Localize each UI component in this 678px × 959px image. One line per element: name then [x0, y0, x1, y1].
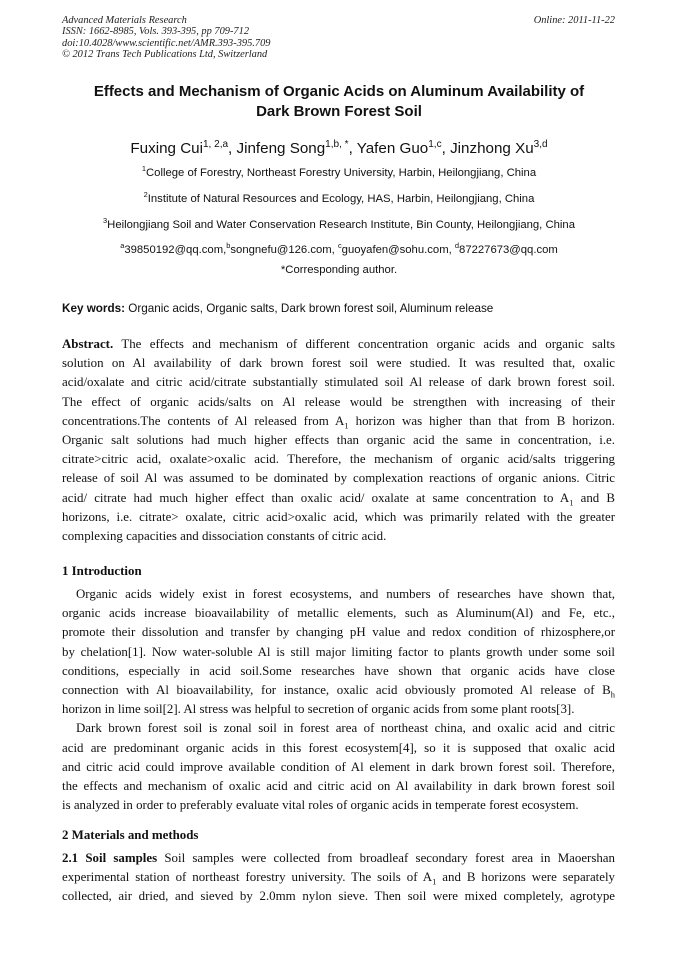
- author-name: Fuxing Cui: [130, 140, 203, 157]
- email-link[interactable]: 87227673@qq.com: [459, 244, 558, 256]
- paragraph-line: promote their dissolution and transfer by changing pH value and redox condition of rhizosphere,or: [62, 625, 615, 640]
- subsection-heading-soil-samples: 2.1 Soil samples: [62, 851, 158, 865]
- affiliation-text: College of Forestry, Northeast Forestry University, Harbin, Heilongjiang, China: [146, 167, 537, 179]
- author-sup: 1,b, *: [325, 138, 349, 150]
- affiliation-sup: 1: [141, 164, 147, 174]
- paragraph-line: by chelation[1]. Now water-soluble Al is still major limiting factor to plants growth under some soil: [62, 644, 615, 659]
- abstract-line: acid/ citrate had much higher effect than oxalic acid/ oxalate at same concentration to $A_1$ and B: [62, 490, 615, 508]
- issn-line: ISSN: 1662-8985, Vols. 393-395, pp 709-712: [62, 26, 250, 38]
- subscript: h: [610, 689, 615, 700]
- affiliation-1: [0, 166, 678, 180]
- abstract-line: horizons, i.e. citrate> oxalate, citric acid>oxalic acid, which was primarily related with the greater: [62, 509, 615, 524]
- abstract-line: solution on Al availability of dark brown forest soil were studied. It was resulted that, oxalic: [62, 356, 615, 371]
- abstract-line: [62, 335, 615, 354]
- author-name: Jinfeng Song: [236, 140, 326, 157]
- affiliation-2: [0, 192, 678, 206]
- subscript: 1: [432, 876, 437, 887]
- paragraph-line: is analyzed in order to preferably evaluate vital roles of organic acids in temperate forest ecosystem.: [62, 798, 579, 813]
- email-sup: c: [337, 241, 342, 251]
- paragraph-line: horizon in lime soil[2]. Al stress was helpful to secretion of organic acids from some plant roots[3].: [62, 702, 575, 717]
- email-sup: a: [120, 241, 125, 251]
- paragraph-text: Soil samples were collected from broadleaf secondary forest area in Maoershan: [157, 851, 615, 865]
- abstract-line: release of soil Al was assumed to be dominated by complexation reactions of organic anions. Citric: [62, 471, 615, 486]
- email-line: [0, 243, 678, 257]
- paragraph-line: connection with Al bioavailability, for instance, oxalic acid obviously promoted Al release of $B_h$: [62, 682, 615, 700]
- journal-name: Advanced Materials Research: [62, 15, 187, 26]
- keywords-label: Key words:: [62, 302, 125, 315]
- paragraph-line: collected, air dried, and sieved by 2.0mm nylon sieve. Then soil were mixed completely, agrotype: [62, 889, 615, 904]
- email-sup: d: [454, 241, 460, 251]
- author-sup: 1, 2,a: [202, 138, 229, 150]
- title-line-1: Effects and Mechanism of Organic Acids on Aluminum Availability of: [93, 83, 585, 100]
- paper-title: [40, 82, 638, 122]
- email-link[interactable]: songnefu@126.com,: [230, 244, 338, 256]
- affiliation-3: [0, 218, 678, 232]
- journal-header: [62, 15, 482, 61]
- abstract-line: acid/oxalate and citric acid/citrate substantially stimulated soil Al release of dark brown forest soil.: [62, 375, 615, 390]
- paragraph-line: and citric acid could improve available condition of Al element in dark brown forest soil. Therefore,: [62, 759, 615, 774]
- affiliation-text: Heilongjiang Soil and Water Conservation Research Institute, Bin County, Heilongjiang, China: [107, 219, 575, 231]
- materials-body: [62, 849, 615, 907]
- author-separator: ,: [441, 140, 451, 157]
- paragraph-line: [62, 849, 615, 868]
- abstract: [62, 335, 615, 546]
- subscript: 1: [569, 497, 574, 508]
- author-sup: 1,c: [428, 138, 442, 150]
- author-separator: ,: [228, 140, 237, 157]
- affiliation-sup: 2: [143, 190, 148, 200]
- abstract-text: The effects and mechanism of different concentration organic acids and organic salts: [113, 337, 615, 351]
- section-heading-introduction: 1 Introduction: [62, 564, 142, 578]
- copyright-line: © 2012 Trans Tech Publications Ltd, Switzerland: [62, 49, 268, 61]
- email-sup: b: [226, 241, 231, 251]
- abstract-line: The effect of organic acids/salts on Al release would be strengthen with increasing of their: [62, 394, 615, 409]
- paragraph-line: Organic acids widely exist in forest ecosystems, and numbers of researches have shown that,: [76, 587, 615, 601]
- abstract-line: complexing capacities and dissociation constants of citric acid.: [62, 528, 387, 543]
- keywords-text: Organic acids, Organic salts, Dark brown forest soil, Aluminum release: [125, 302, 494, 315]
- author-sup: 3,d: [533, 138, 548, 150]
- affiliation-sup: 3: [103, 216, 108, 226]
- online-date: Online: 2011-11-22: [533, 15, 615, 26]
- email-link[interactable]: 39850192@qq.com,: [124, 244, 227, 256]
- affiliation-text: Institute of Natural Resources and Ecology, HAS, Harbin, Heilongjiang, China: [147, 193, 535, 205]
- author-separator: ,: [348, 140, 357, 157]
- keywords: [62, 301, 493, 316]
- title-line-2: Dark Brown Forest Soil: [256, 103, 422, 120]
- abstract-line: concentrations.The contents of Al released from $A_1$ horizon was higher than that from B horizon.: [62, 413, 615, 431]
- paragraph-line: experimental station of northeast forestry university. The soils of $A_1$ and B horizons were separately: [62, 870, 616, 887]
- introduction-body: [62, 585, 615, 815]
- corresponding-note: *Corresponding author.: [280, 264, 398, 276]
- subscript: 1: [344, 420, 349, 431]
- abstract-line: citrate>citric acid, oxalate>oxalic acid. Therefore, the mechanism of organic acid/salts triggering: [62, 452, 615, 467]
- author-name: Yafen Guo: [356, 140, 429, 157]
- paragraph-line: conditions, especially in acid soil.Some researches have shown that organic acids have close: [62, 663, 615, 678]
- email-link[interactable]: guoyafen@sohu.com,: [341, 244, 455, 256]
- paragraph-line: organic acids increase bioavailability of metallic elements, such as Aluminum(Al) and Fe, etc.,: [62, 606, 615, 621]
- author-name: Jinzhong Xu: [450, 140, 534, 157]
- abstract-line: Organic salt solutions had much higher effects than organic acid the same in concentration, i.e.: [62, 432, 615, 447]
- section-heading-materials: 2 Materials and methods: [62, 828, 199, 842]
- doi-line: doi:10.4028/www.scientific.net/AMR.393-395.709: [62, 37, 271, 49]
- paragraph-line: the effects and mechanism of oxalic acid and citric acid on Al availability in dark brown forest soil: [62, 778, 615, 793]
- paragraph-line: Dark brown forest soil is zonal soil in forest area of northeast china, and oxalic acid and citric: [76, 721, 615, 736]
- abstract-label: Abstract.: [62, 337, 114, 351]
- author-list: [0, 139, 678, 159]
- paragraph-line: acid are predominant organic acids in this forest ecosystem[4], so it is supposed that oxalic acid: [62, 740, 615, 755]
